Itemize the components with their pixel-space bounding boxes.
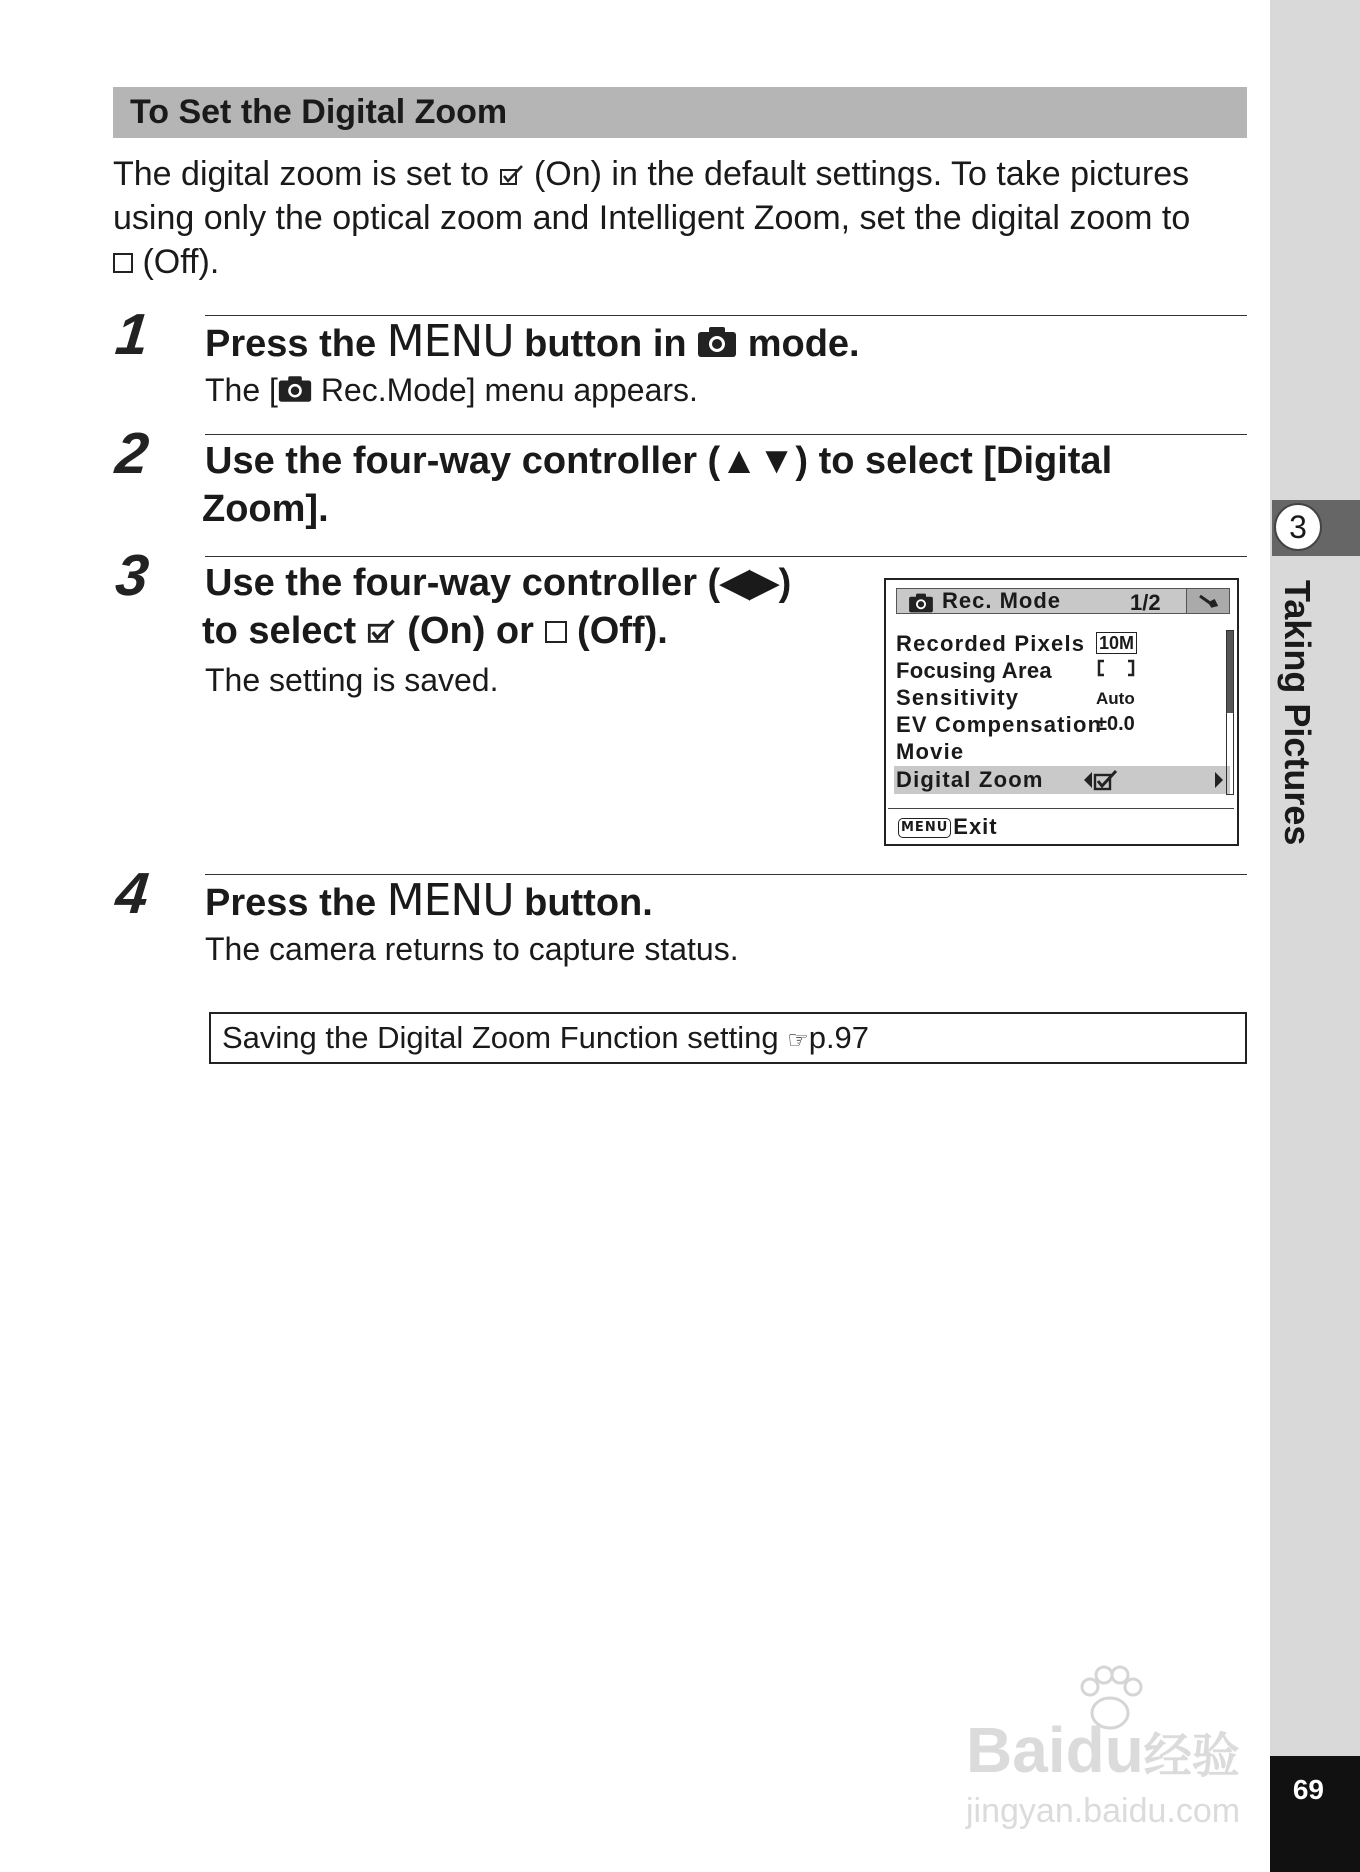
menu-value-focusing-area — [1096, 657, 1136, 687]
step-4-heading: Press the MENU button. — [205, 875, 653, 926]
watermark-brand: Baidu经验 — [966, 1714, 1240, 1786]
chapter-side-strip — [1270, 0, 1360, 1872]
camera-icon — [908, 593, 934, 613]
step-3-body: The setting is saved. — [205, 662, 499, 698]
checkbox-checked-icon — [1092, 768, 1120, 792]
step-1-divider — [205, 315, 1247, 316]
step-4-number: 4 — [112, 861, 152, 926]
step-2-heading-line-1: Use the four-way controller (▲▼) to select [Digital — [205, 440, 1113, 482]
chapter-number: 3 — [1274, 503, 1322, 551]
menu-button-label: MENU — [386, 316, 514, 367]
chapter-title-vertical — [1275, 580, 1319, 846]
section-title: To Set the Digital Zoom — [130, 93, 508, 131]
camera-menu-screen — [884, 578, 1239, 846]
chapter-title: Taking Pictures — [1277, 580, 1318, 846]
screen-page-indicator: 1/2 — [1130, 590, 1161, 615]
focus-area-icon — [1096, 657, 1136, 679]
step-4-body: The camera returns to capture status. — [205, 931, 739, 967]
intro-line-1: The digital zoom is set to (On) in the default settings. To take pictures — [113, 155, 1190, 193]
step-3-heading-line-1: Use the four-way controller (◀▶) — [205, 562, 792, 604]
intro-paragraph — [113, 152, 1253, 284]
screen-title: Rec. Mode — [942, 588, 1062, 613]
watermark-url: jingyan.baidu.com — [966, 1792, 1241, 1830]
menu-row-ev-compensation: EV Compensation — [896, 712, 1103, 737]
step-2-divider — [205, 434, 1247, 435]
screen-exit-hint: MENU Exit — [898, 814, 998, 840]
step-3-divider — [205, 556, 1247, 557]
checkbox-checked-icon — [499, 163, 525, 187]
menu-row-digital-zoom: Digital Zoom — [896, 767, 1044, 792]
menu-row-sensitivity: Sensitivity — [896, 685, 1020, 710]
screen-footer-divider — [888, 808, 1234, 809]
step-1-heading: Press the MENU button in mode. — [205, 316, 860, 367]
menu-button-label: MENU — [386, 875, 514, 926]
step-2-number: 2 — [112, 421, 152, 486]
page-number: 69 — [1292, 1774, 1324, 1805]
step-2-heading-line-2: Zoom]. — [202, 488, 329, 530]
step-1-number: 1 — [112, 302, 152, 367]
right-arrow-icon — [1214, 771, 1224, 789]
menu-row-focusing-area: Focusing Area — [896, 658, 1052, 683]
intro-line-3: (Off). — [113, 240, 1253, 284]
page-reference-link[interactable]: p.97 — [808, 1020, 870, 1055]
step-4-divider — [205, 874, 1247, 875]
menu-badge: MENU — [898, 818, 951, 838]
step-1-body: The [ Rec.Mode] menu appears. — [205, 372, 698, 408]
menu-row-movie: Movie — [896, 739, 965, 764]
step-3-heading-line-2: to select (On) or (Off). — [202, 610, 668, 652]
checkbox-checked-icon — [367, 617, 397, 645]
camera-icon — [278, 375, 312, 403]
step-3-number: 3 — [112, 543, 152, 608]
scrollbar-thumb — [1227, 631, 1233, 713]
baidu-watermark — [960, 1665, 1275, 1835]
menu-value-ev-compensation: ±0.0 — [1096, 713, 1135, 735]
reference-note: Saving the Digital Zoom Function setting ☞p.97 — [222, 1020, 870, 1055]
pointing-hand-icon: ☞ — [787, 1026, 809, 1054]
setup-tab — [1186, 588, 1230, 614]
menu-value-recorded-pixels: 10M — [1096, 630, 1137, 657]
checkbox-empty-icon — [545, 621, 567, 643]
wrench-icon — [1188, 590, 1228, 612]
menu-row-recorded-pixels: Recorded Pixels — [896, 631, 1086, 656]
intro-line-2: using only the optical zoom and Intelligent Zoom, set the digital zoom to — [113, 199, 1191, 237]
camera-icon — [697, 326, 737, 358]
checkbox-empty-icon — [113, 253, 133, 273]
menu-value-sensitivity: Auto — [1096, 689, 1135, 708]
